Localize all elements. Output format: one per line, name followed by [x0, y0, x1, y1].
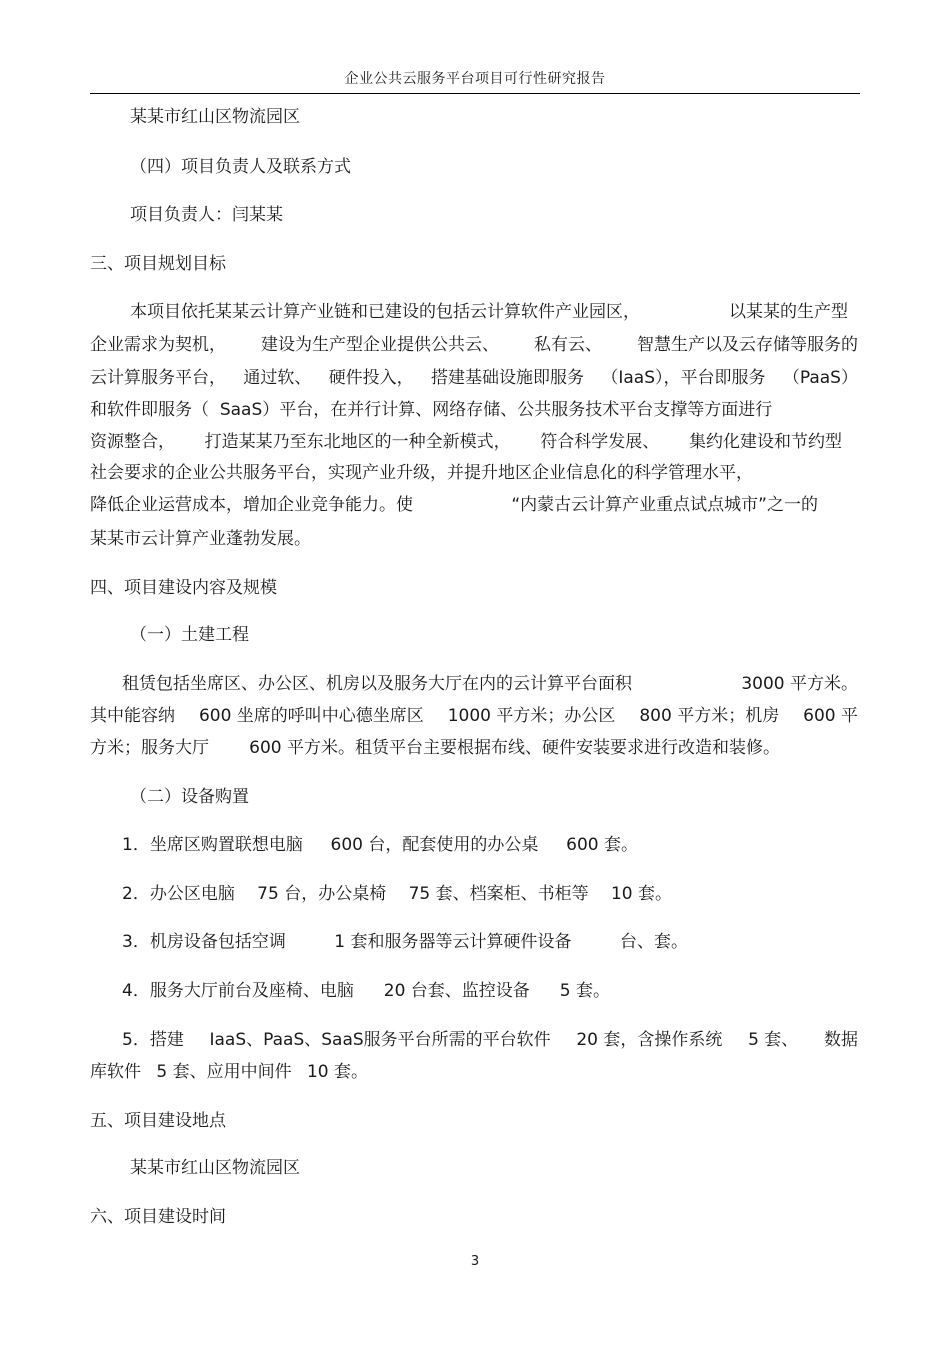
paragraph-line: 资源整合， 打造某某乃至东北地区的一种全新模式， 符合科学发展、 集约化建设和节约型 — [90, 432, 842, 452]
section-heading: 三、项目规划目标 — [90, 254, 226, 274]
section-heading: 四、项目建设内容及规模 — [90, 578, 277, 598]
paragraph-line: 社会要求的企业公共服务平台，实现产业升级，并提升地区企业信息化的科学管理水平， — [90, 463, 753, 483]
paragraph-line: 租赁包括坐席区、办公区、机房以及服务大厅在内的云计算平台面积 3000 平方米。 — [122, 674, 858, 694]
paragraph-line: 降低企业运营成本，增加企业竞争能力。使 “内蒙古云计算产业重点试点城市”之一的 — [90, 495, 818, 515]
leader-line: 项目负责人：闫某某 — [130, 205, 283, 225]
paragraph-line: 方米；服务大厅 600 平方米。租赁平台主要根据布线、硬件安装要求进行改造和装修。 — [90, 738, 780, 758]
paragraph-line: 其中能容纳 600 坐席的呼叫中心德坐席区 1000 平方米；办公区 800 平方米；机房 600 平 — [90, 706, 858, 726]
paragraph-line: 企业需求为契机， 建设为生产型企业提供公共云、 私有云、 智慧生产以及云存储等服务的 — [90, 335, 858, 355]
running-header: 企业公共云服务平台项目可行性研究报告 — [344, 71, 606, 87]
location-text: 某某市红山区物流园区 — [130, 1158, 300, 1178]
location-text: 某某市红山区物流园区 — [130, 107, 300, 127]
header-rule — [90, 93, 860, 94]
paragraph-line: 云计算服务平台， 通过软、 硬件投入， 搭建基础设施即服务 （IaaS），平台即服务 （PaaS） — [90, 368, 858, 388]
list-item: 5．搭建 IaaS、PaaS、SaaS服务平台所需的平台软件 20 套，含操作系统 5 套、 数据 — [122, 1030, 858, 1050]
paragraph-line: 某某市云计算产业蓬勃发展。 — [90, 529, 311, 549]
paragraph-line: 本项目依托某某云计算产业链和已建设的包括云计算软件产业园区， 以某某的生产型 — [130, 302, 848, 322]
subsection-heading: （四）项目负责人及联系方式 — [130, 157, 351, 177]
section-heading: 五、项目建设地点 — [90, 1111, 226, 1131]
list-item: 1．坐席区购置联想电脑 600 台，配套使用的办公桌 600 套。 — [122, 835, 638, 855]
paragraph-line: 和软件即服务（ SaaS）平台，在并行计算、网络存储、公共服务技术平台支撑等方面进行 — [90, 400, 773, 420]
list-item: 3．机房设备包括空调 1 套和服务器等云计算硬件设备 台、套。 — [122, 932, 688, 952]
subsection-heading: （一）土建工程 — [130, 625, 249, 645]
page-number: 3 — [470, 1254, 480, 1269]
section-heading: 六、项目建设时间 — [90, 1207, 226, 1227]
list-item: 2．办公区电脑 75 台，办公桌椅 75 套、档案柜、书柜等 10 套。 — [122, 884, 672, 904]
subsection-heading: （二）设备购置 — [130, 787, 249, 807]
list-item-continuation: 库软件 5 套、应用中间件 10 套。 — [90, 1062, 368, 1082]
list-item: 4．服务大厅前台及座椅、电脑 20 台套、监控设备 5 套。 — [122, 981, 610, 1001]
